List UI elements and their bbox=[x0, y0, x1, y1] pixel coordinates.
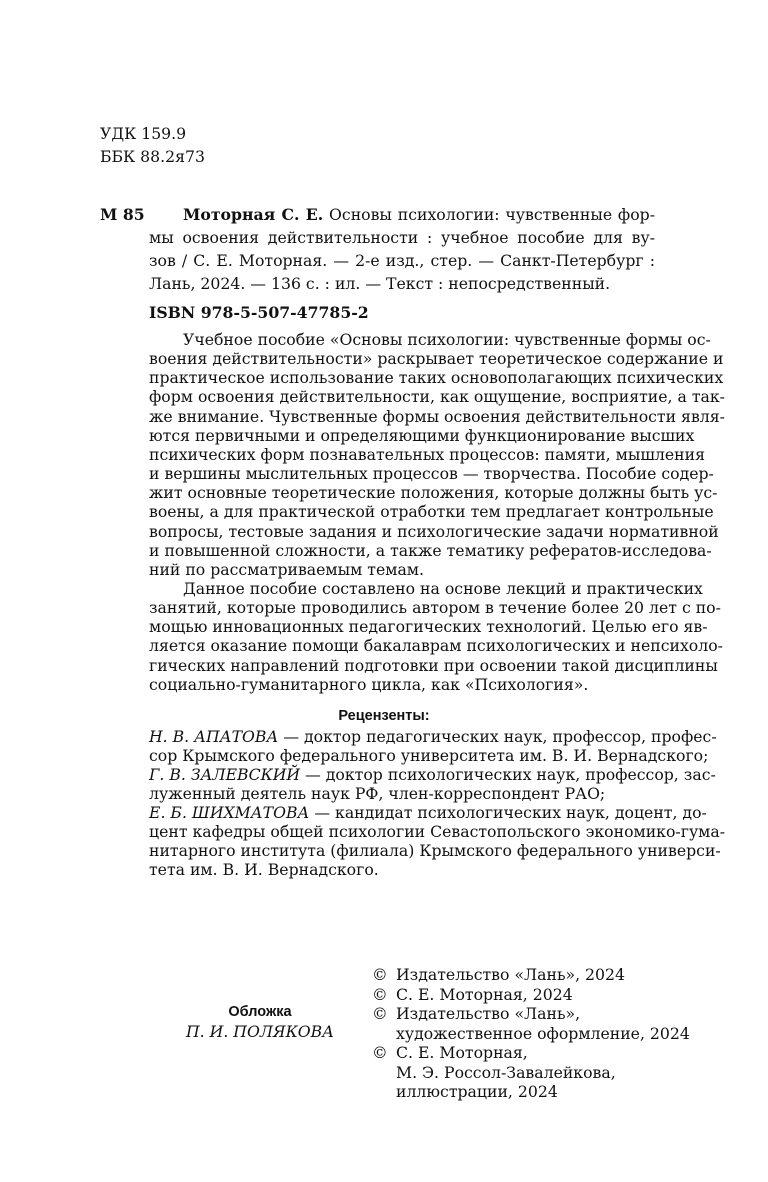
reviewer-1-name: Н. В. АПАТОВА bbox=[149, 727, 279, 746]
abstract-line: и вершины мыслительных процессов — творчества. Пособие содер- bbox=[149, 464, 714, 483]
copyright-2: © С. Е. Моторная, 2024 bbox=[372, 985, 573, 1004]
abstract-line: гических направлений подготовки при освоении такой дисциплины bbox=[149, 655, 718, 675]
reviewer-3-line-1: Е. Б. ШИХМАТОВА — кандидат психологических наук, доцент, до- bbox=[149, 803, 707, 822]
reviewer-2-line-2: луженный деятель наук РФ, член-корреспондент РАО; bbox=[149, 784, 606, 803]
abstract-line: занятий, которые проводились автором в течение более 20 лет с по- bbox=[149, 598, 721, 618]
bib-author: Моторная С. Е. bbox=[183, 205, 324, 224]
copyright-3-cont: художественное оформление, 2024 bbox=[396, 1024, 690, 1043]
abstract-line: Данное пособие составлено на основе лекций и практических bbox=[183, 579, 703, 598]
copyright-4-cont-2: иллюстрации, 2024 bbox=[396, 1082, 558, 1101]
copyright-3: © Издательство «Лань», bbox=[372, 1004, 581, 1023]
copyright-symbol: © bbox=[372, 985, 388, 1004]
abstract-line: ний по рассматриваемым темам. bbox=[149, 559, 424, 579]
abstract-line: ляется оказание помощи бакалаврам психологических и непсихоло- bbox=[149, 636, 723, 656]
copyright-4-cont-1: М. Э. Россол-Завалейкова, bbox=[396, 1063, 616, 1082]
abstract-line: Учебное пособие «Основы психологии: чувственные формы ос- bbox=[183, 330, 711, 349]
reviewer-3-line-4: тета им. В. И. Вернадского. bbox=[149, 860, 379, 879]
reviewer-2-line-1: Г. В. ЗАЛЕВСКИЙ — доктор психологических наук, профессор, зас- bbox=[149, 765, 716, 784]
reviewer-1-line-1: Н. В. АПАТОВА — доктор педагогических наук, профессор, профес- bbox=[149, 727, 717, 746]
abstract-line: социально-гуманитарного цикла, как «Психология». bbox=[149, 674, 589, 694]
bib-title: Основы психологии: чувственные фор- bbox=[323, 205, 656, 224]
cover-artist: П. И. ПОЛЯКОВА bbox=[185, 1022, 335, 1041]
abstract-line: практическое использование таких основополагающих психических bbox=[149, 368, 724, 388]
abstract-line: мощью инновационных педагогических технологий. Целью его яв- bbox=[149, 617, 708, 637]
abstract-line: психических форм познавательных процессов: памяти, мышления bbox=[149, 444, 705, 464]
author-mark: М 85 bbox=[100, 205, 145, 224]
reviewer-3-name: Е. Б. ШИХМАТОВА bbox=[149, 803, 310, 822]
abstract-line: форм освоения действительности, как ощущение, восприятие, а так- bbox=[149, 387, 725, 407]
bib-line-2: мы освоения действительности : учебное пособие для ву- bbox=[149, 228, 655, 247]
abstract-line: жит основные теоретические положения, которые должны быть ус- bbox=[149, 483, 718, 503]
abstract-line: ются первичными и определяющими функционирование высших bbox=[149, 425, 695, 445]
reviewer-1-line-2: сор Крымского федерального университета им. В. И. Вернадского; bbox=[149, 746, 709, 765]
reviewer-2-name: Г. В. ЗАЛЕВСКИЙ bbox=[149, 765, 301, 784]
bib-line-1 bbox=[183, 205, 655, 224]
abstract-line: же внимание. Чувственные формы освоения действительности явля- bbox=[149, 406, 725, 426]
copyright-1: © Издательство «Лань», 2024 bbox=[372, 965, 625, 984]
abstract-line: и повышенной сложности, а также тематику рефератов-исследова- bbox=[149, 540, 712, 560]
copyright-symbol: © bbox=[372, 965, 388, 984]
copyright-symbol: © bbox=[372, 1043, 388, 1062]
bib-line-3: зов / С. Е. Моторная. — 2-е изд., стер. — Санкт-Петербург : bbox=[149, 251, 655, 270]
abstract-line: вопросы, тестовые задания и психологические задачи нормативной bbox=[149, 521, 719, 541]
reviewer-3-line-3: нитарного института (филиала) Крымского федерального универси- bbox=[149, 841, 721, 860]
udk-code: УДК 159.9 bbox=[100, 124, 187, 143]
isbn: ISBN 978-5-507-47785-2 bbox=[149, 303, 369, 322]
abstract-line: воены, а для практической отработки тем предлагает контрольные bbox=[149, 502, 714, 522]
reviewers-heading: Рецензенты: bbox=[338, 708, 430, 724]
bib-line-4: Лань, 2024. — 136 с. : ил. — Текст : непосредственный. bbox=[149, 274, 611, 293]
copyright-symbol: © bbox=[372, 1004, 388, 1023]
copyright-4: © С. Е. Моторная, bbox=[372, 1043, 528, 1062]
bbk-code: ББК 88.2я73 bbox=[100, 147, 205, 166]
reviewer-3-line-2: цент кафедры общей психологии Севастопольского экономико-гума- bbox=[149, 822, 726, 841]
cover-label: Обложка bbox=[228, 1004, 292, 1020]
abstract-line: воения действительности» раскрывает теоретическое содержание и bbox=[149, 349, 724, 369]
